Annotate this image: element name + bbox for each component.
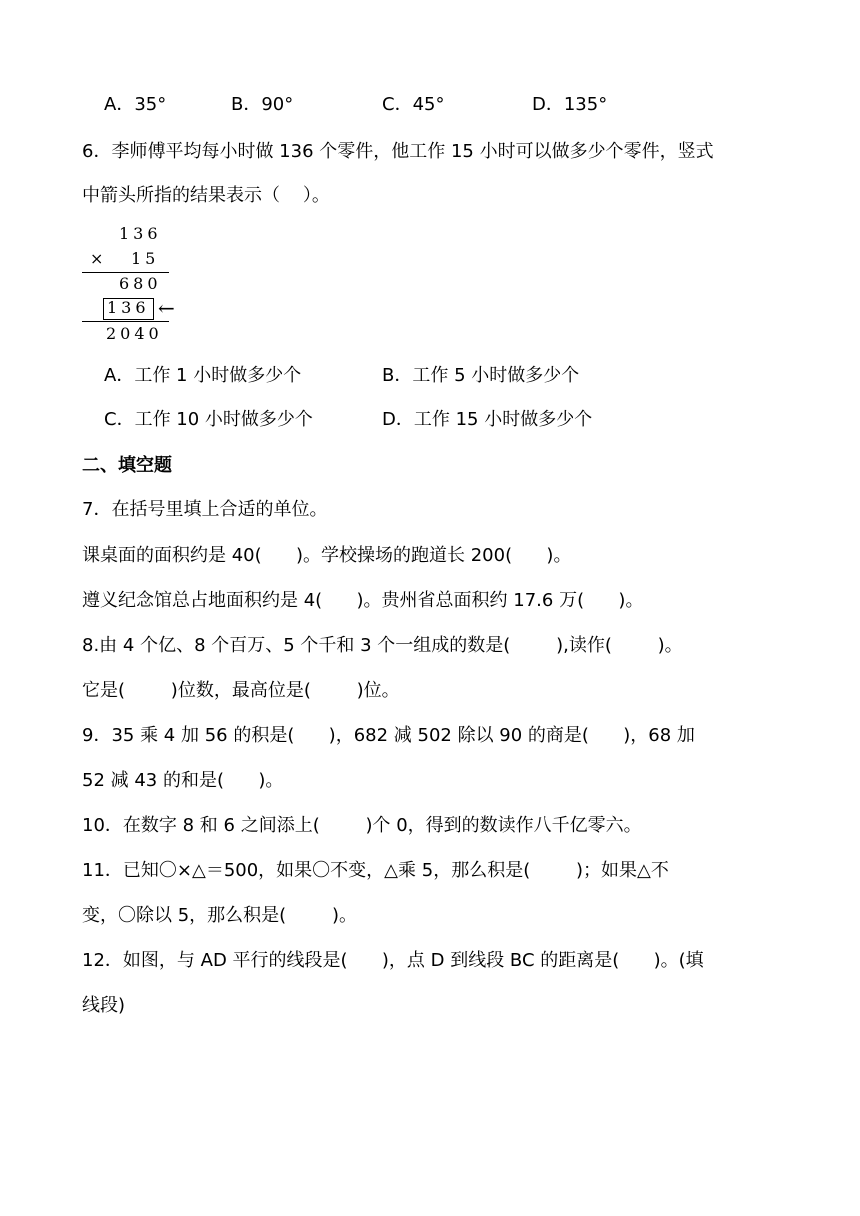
q5-option-d: D．135° bbox=[532, 94, 608, 115]
q11-text-line2: 变，〇除以 5，那么积是( )。 bbox=[82, 905, 357, 926]
q6-option-c: C．工作 10 小时做多少个 bbox=[104, 409, 313, 430]
q6-text-line2: 中箭头所指的结果表示（ ）。 bbox=[82, 185, 330, 206]
q5-option-b: B．90° bbox=[231, 94, 294, 115]
q8-text-line2: 它是( )位数，最高位是( )位。 bbox=[82, 680, 400, 701]
calc-result: 2040 bbox=[106, 324, 163, 343]
q6-option-b: B．工作 5 小时做多少个 bbox=[382, 365, 580, 386]
q6-text-line1: 6．李师傅平均每小时做 136 个零件，他工作 15 小时可以做多少个零件，竖式 bbox=[82, 141, 714, 162]
section-title: 二、填空题 bbox=[82, 455, 172, 476]
calc-rule-2 bbox=[82, 321, 169, 322]
calc-times-sign: × bbox=[90, 249, 108, 268]
q8-text-line1: 8.由 4 个亿、8 个百万、5 个千和 3 个一组成的数是( ),读作( )。 bbox=[82, 635, 683, 656]
q11-text-line1: 11．已知〇×△＝500，如果〇不变，△乘 5，那么积是( )；如果△不 bbox=[82, 860, 669, 881]
q7-text-line1: 7．在括号里填上合适的单位。 bbox=[82, 499, 328, 520]
q7-text-line2: 课桌面的面积约是 40( )。学校操场的跑道长 200( )。 bbox=[82, 545, 572, 566]
q9-text-line2: 52 减 43 的和是( )。 bbox=[82, 770, 284, 791]
q7-text-line3: 遵义纪念馆总占地面积约是 4( )。贵州省总面积约 17.6 万( )。 bbox=[82, 590, 644, 611]
calc-multiplicand: 136 bbox=[119, 224, 162, 243]
q12-text-line2: 线段) bbox=[82, 995, 126, 1016]
q6-option-a: A．工作 1 小时做多少个 bbox=[104, 365, 302, 386]
q9-text-line1: 9．35 乘 4 加 56 的积是( )，682 减 502 除以 90 的商是( )，68 加 bbox=[82, 725, 695, 746]
q12-text-line1: 12．如图，与 AD 平行的线段是( )，点 D 到线段 BC 的距离是( )。(填 bbox=[82, 950, 704, 971]
calc-partial2: 136 bbox=[107, 298, 150, 317]
arrow-icon: ← bbox=[158, 296, 175, 320]
q6-option-d: D．工作 15 小时做多少个 bbox=[382, 409, 593, 430]
q10-text-line1: 10．在数字 8 和 6 之间添上( )个 0，得到的数读作八千亿零六。 bbox=[82, 815, 642, 836]
calc-partial1: 680 bbox=[119, 274, 162, 293]
calc-multiplier: 15 bbox=[131, 249, 160, 268]
calc-rule-1 bbox=[82, 272, 169, 273]
q5-option-c: C．45° bbox=[382, 94, 445, 115]
q5-option-a: A．35° bbox=[104, 94, 167, 115]
